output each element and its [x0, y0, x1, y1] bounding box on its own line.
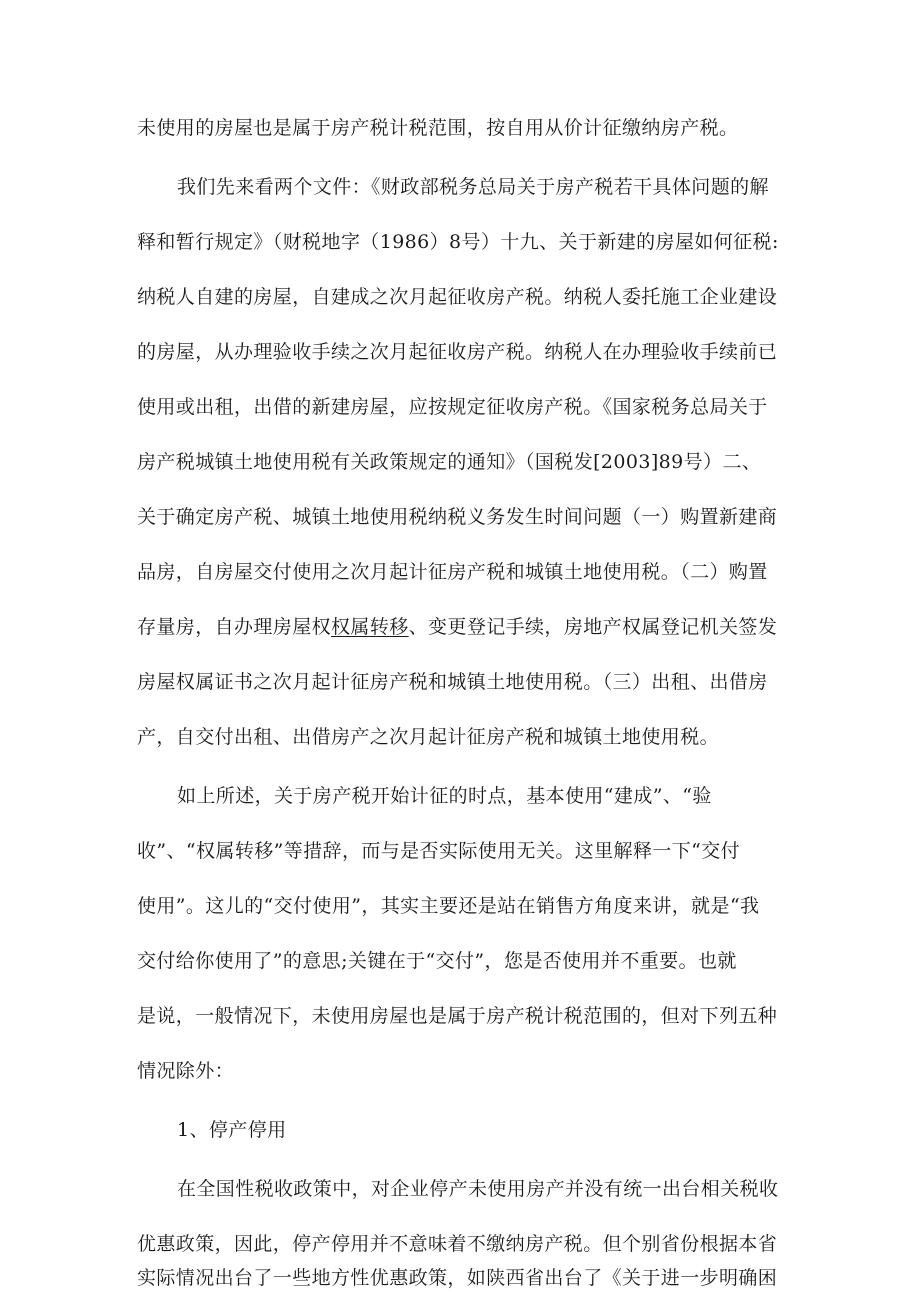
text-line-20: 优惠政策，因此，停产停用并不意味着不缴纳房产税。但个别省份根据本省 [137, 1233, 778, 1255]
text-segment: 、变更登记手续，房地产权属登记机关签发 [408, 616, 778, 638]
text-line-13: 如上所述，关于房产税开始计征的时点，基本使用“建成”、“验 [177, 785, 712, 807]
underlined-term: 权属转移 [331, 616, 409, 638]
text-line-1: 未使用的房屋也是属于房产税计税范围，按自用从价计征缴纳房产税。 [137, 117, 739, 139]
text-line-21: 实际情况出台了一些地方性优惠政策，如陕西省出台了《关于进一步明确困 [137, 1267, 778, 1289]
text-line-8: 关于确定房产税、城镇土地使用税纳税义务发生时间问题（一）购置新建商 [137, 506, 778, 528]
text-line-10 [137, 612, 777, 642]
text-line-9: 品房，自房屋交付使用之次月起计征房产税和城镇土地使用税。（二）购置 [137, 561, 768, 583]
text-line-3: 释和暂行规定》（财税地字（1986）8号）十九、关于新建的房屋如何征税: [137, 231, 779, 253]
text-line-5: 的房屋，从办理验收手续之次月起征收房产税。纳税人在办理验收手续前已 [137, 341, 778, 363]
text-line-2: 我们先来看两个文件：《财政部税务总局关于房产税若干具体问题的解 [177, 176, 769, 198]
text-segment: 存量房，自办理房屋权 [137, 616, 332, 638]
text-line-19: 在全国性税收政策中，对企业停产未使用房产并没有统一出台相关税收 [177, 1178, 779, 1200]
text-line-12: 产，自交付出租、出借房产之次月起计征房产税和城镇土地使用税。 [137, 726, 720, 748]
text-line-11: 房屋权属证书之次月起计征房产税和城镇土地使用税。（三）出租、出借房 [137, 671, 768, 693]
text-line-15: 使用”。这儿的“交付使用”，其实主要还是站在销售方角度来讲，就是“我 [137, 895, 760, 917]
text-line-6: 使用或出租，出借的新建房屋，应按规定征收房产税。《国家税务总局关于 [137, 396, 768, 418]
text-line-7: 房产税城镇土地使用税有关政策规定的通知》（国税发[2003]89号）二、 [137, 451, 762, 473]
text-line-4: 纳税人自建的房屋，自建成之次月起征收房产税。纳税人委托施工企业建设 [137, 286, 778, 308]
text-line-18: 情况除外： [137, 1060, 235, 1082]
text-line-16: 交付给你使用了”的意思;关键在于“交付”，您是否使用并不重要。也就 [137, 950, 737, 972]
section-heading: 1、停产停用 [177, 1119, 287, 1141]
text-line-17: 是说，一般情况下，未使用房屋也是属于房产税计税范围的，但对下列五种 [137, 1005, 778, 1027]
text-line-14: 收”、“权属转移”等措辞，而与是否实际使用无关。这里解释一下“交付 [137, 840, 741, 862]
